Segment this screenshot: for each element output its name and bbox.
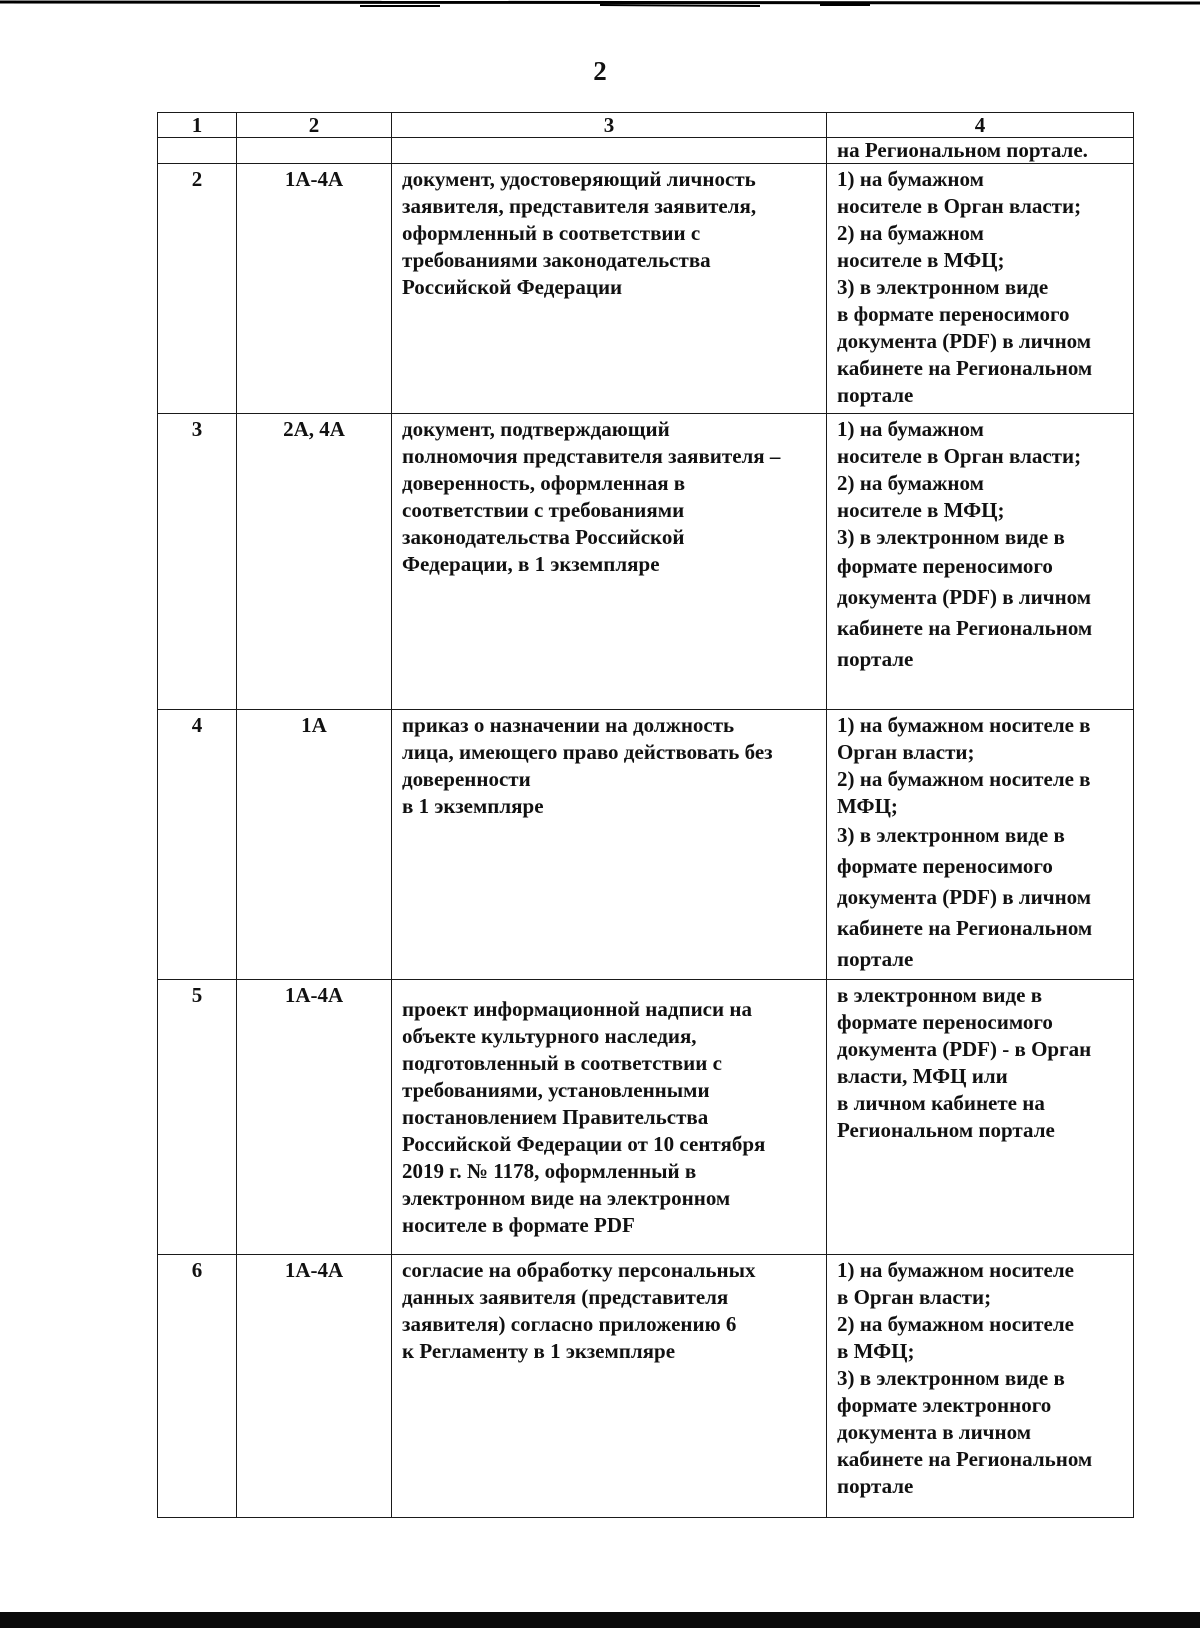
continuation-row [158,138,1134,164]
header-col-2: 2 [237,113,392,138]
table-row [158,710,1134,980]
document-description: проект информационной надписи на объекте культурного наследия, подготовленный в соответствии с требованиями, установленными постановлением Правительства Российской Федерации от 10 сентября 2019 г. № 1178, оформленный в электронном виде на электронном носителе в формате PDF [392,980,827,1255]
header-col-3: 3 [392,113,827,138]
table-header-row [158,113,1134,138]
table-row [158,980,1134,1255]
delivery-method: 1) на бумажном носителе в Орган власти; 2) на бумажном носителе в МФЦ; 3) в электронном виде в формате переносимого документа (PDF) в личном кабинете на Региональном портале [827,164,1134,414]
row-number: 6 [158,1255,237,1518]
document-description: документ, подтверждающий полномочия представителя заявителя – доверенность, оформленная в соответствии с требованиями законодательства Российской Федерации, в 1 экземпляре [392,414,827,710]
row-number: 2 [158,164,237,414]
delivery-method-part-1: 1) на бумажном носителе в Орган власти; 2) на бумажном носителе в МФЦ; 3) в электронном виде в [837,417,1082,549]
row-number: 4 [158,710,237,980]
page-number: 2 [593,56,607,86]
delivery-method-part-1: 1) на бумажном носителе в Орган власти; 2) на бумажном носителе в МФЦ; [837,713,1091,818]
document-description: согласие на обработку персональных данных заявителя (представителя заявителя) согласно приложению 6 к Регламенту в 1 экземпляре [392,1255,827,1518]
delivery-method [827,414,1134,710]
row-number: 3 [158,414,237,710]
table-row [158,414,1134,710]
cont-col-2 [237,138,392,164]
document-description: приказ о назначении на должность лица, имеющего право действовать без доверенности в 1 экземпляре [392,710,827,980]
document-description: документ, удостоверяющий личность заявителя, представителя заявителя, оформленный в соответствии с требованиями законодательства Российской Федерации [392,164,827,414]
table-row [158,164,1134,414]
delivery-method-part-2: 3) в электронном виде в формате переносимого документа (PDF) в личном кабинете на Региональном портале [837,823,1093,971]
row-number: 5 [158,980,237,1255]
applicant-code: 2А, 4А [237,414,392,710]
applicant-code: 1А [237,710,392,980]
delivery-method: 1) на бумажном носителе в Орган власти; 2) на бумажном носителе в МФЦ; 3) в электронном виде в формате электронного документа в личном кабинете на Региональном портале [827,1255,1134,1518]
header-col-4: 4 [827,113,1134,138]
documents-table [157,112,1134,1518]
delivery-method [827,710,1134,980]
applicant-code: 1А-4А [237,1255,392,1518]
delivery-method-part-2: формате переносимого документа (PDF) в личном кабинете на Региональном портале [837,554,1093,671]
cont-col-4: на Региональном портале. [827,138,1134,164]
header-col-1: 1 [158,113,237,138]
cont-col-3 [392,138,827,164]
cont-col-1 [158,138,237,164]
scan-edge-top [0,0,1200,14]
delivery-method: в электронном виде в формате переносимого документа (PDF) - в Орган власти, МФЦ или в личном кабинете на Региональном портале [827,980,1134,1255]
table-row [158,1255,1134,1518]
applicant-code: 1А-4А [237,164,392,414]
scan-edge-bottom [0,1612,1200,1628]
applicant-code: 1А-4А [237,980,392,1255]
